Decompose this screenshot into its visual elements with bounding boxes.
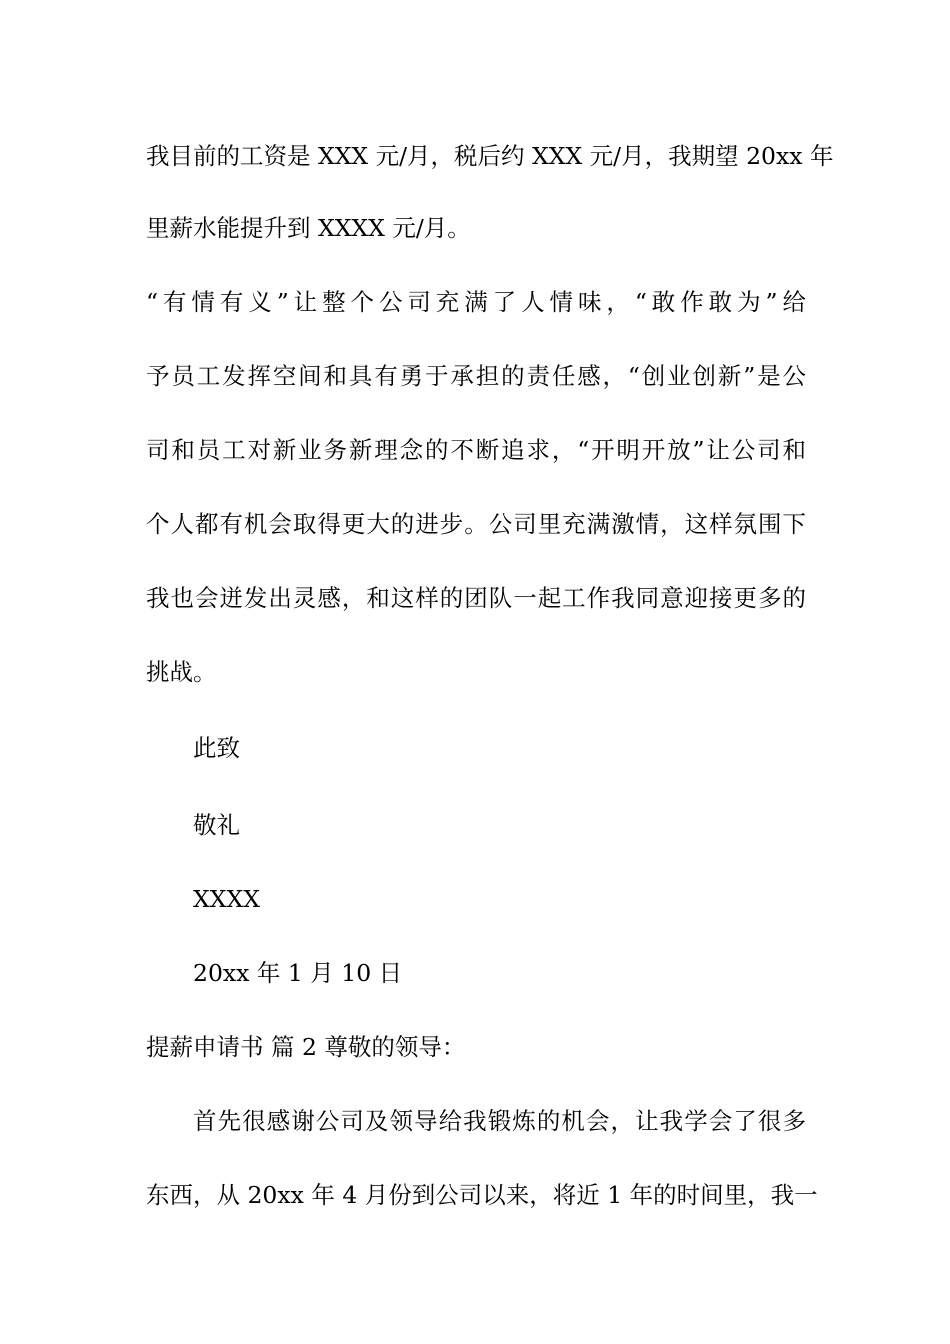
- paragraph-values-line-6: 挑战。: [146, 658, 217, 686]
- section-heading: 提薪申请书 篇 2 尊敬的领导：: [146, 1033, 466, 1061]
- salary-line-2: 里薪水能提升到 XXXX 元/月。: [146, 214, 471, 242]
- paragraph-thanks-line-1: 首先很感谢公司及领导给我锻炼的机会，让我学会了很多: [193, 1107, 806, 1135]
- paragraph-thanks-line-2: 东西，从 20xx 年 4 月份到公司以来，将近 1 年的时间里，我一: [146, 1181, 818, 1209]
- signature-name: XXXX: [193, 885, 260, 913]
- paragraph-values-line-4: 个人都有机会取得更大的进步。公司里充满激情，这样氛围下: [146, 510, 806, 538]
- salary-line-1: 我目前的工资是 XXX 元/月，税后约 XXX 元/月，我期望 20xx 年: [146, 142, 834, 170]
- paragraph-values-line-2: 予员工发挥空间和具有勇于承担的责任感，“创业创新”是公: [146, 362, 806, 390]
- paragraph-values-line-1: “有情有义”让整个公司充满了人情味，“敢作敢为”给: [146, 288, 806, 316]
- signature-date: 20xx 年 1 月 10 日: [193, 959, 403, 987]
- paragraph-values-line-3: 司和员工对新业务新理念的不断追求，“开明开放”让公司和: [146, 436, 806, 464]
- closing-salutation: 此致: [193, 734, 240, 762]
- paragraph-values-line-5: 我也会迸发出灵感，和这样的团队一起工作我同意迎接更多的: [146, 584, 806, 612]
- closing-regards: 敬礼: [193, 811, 240, 839]
